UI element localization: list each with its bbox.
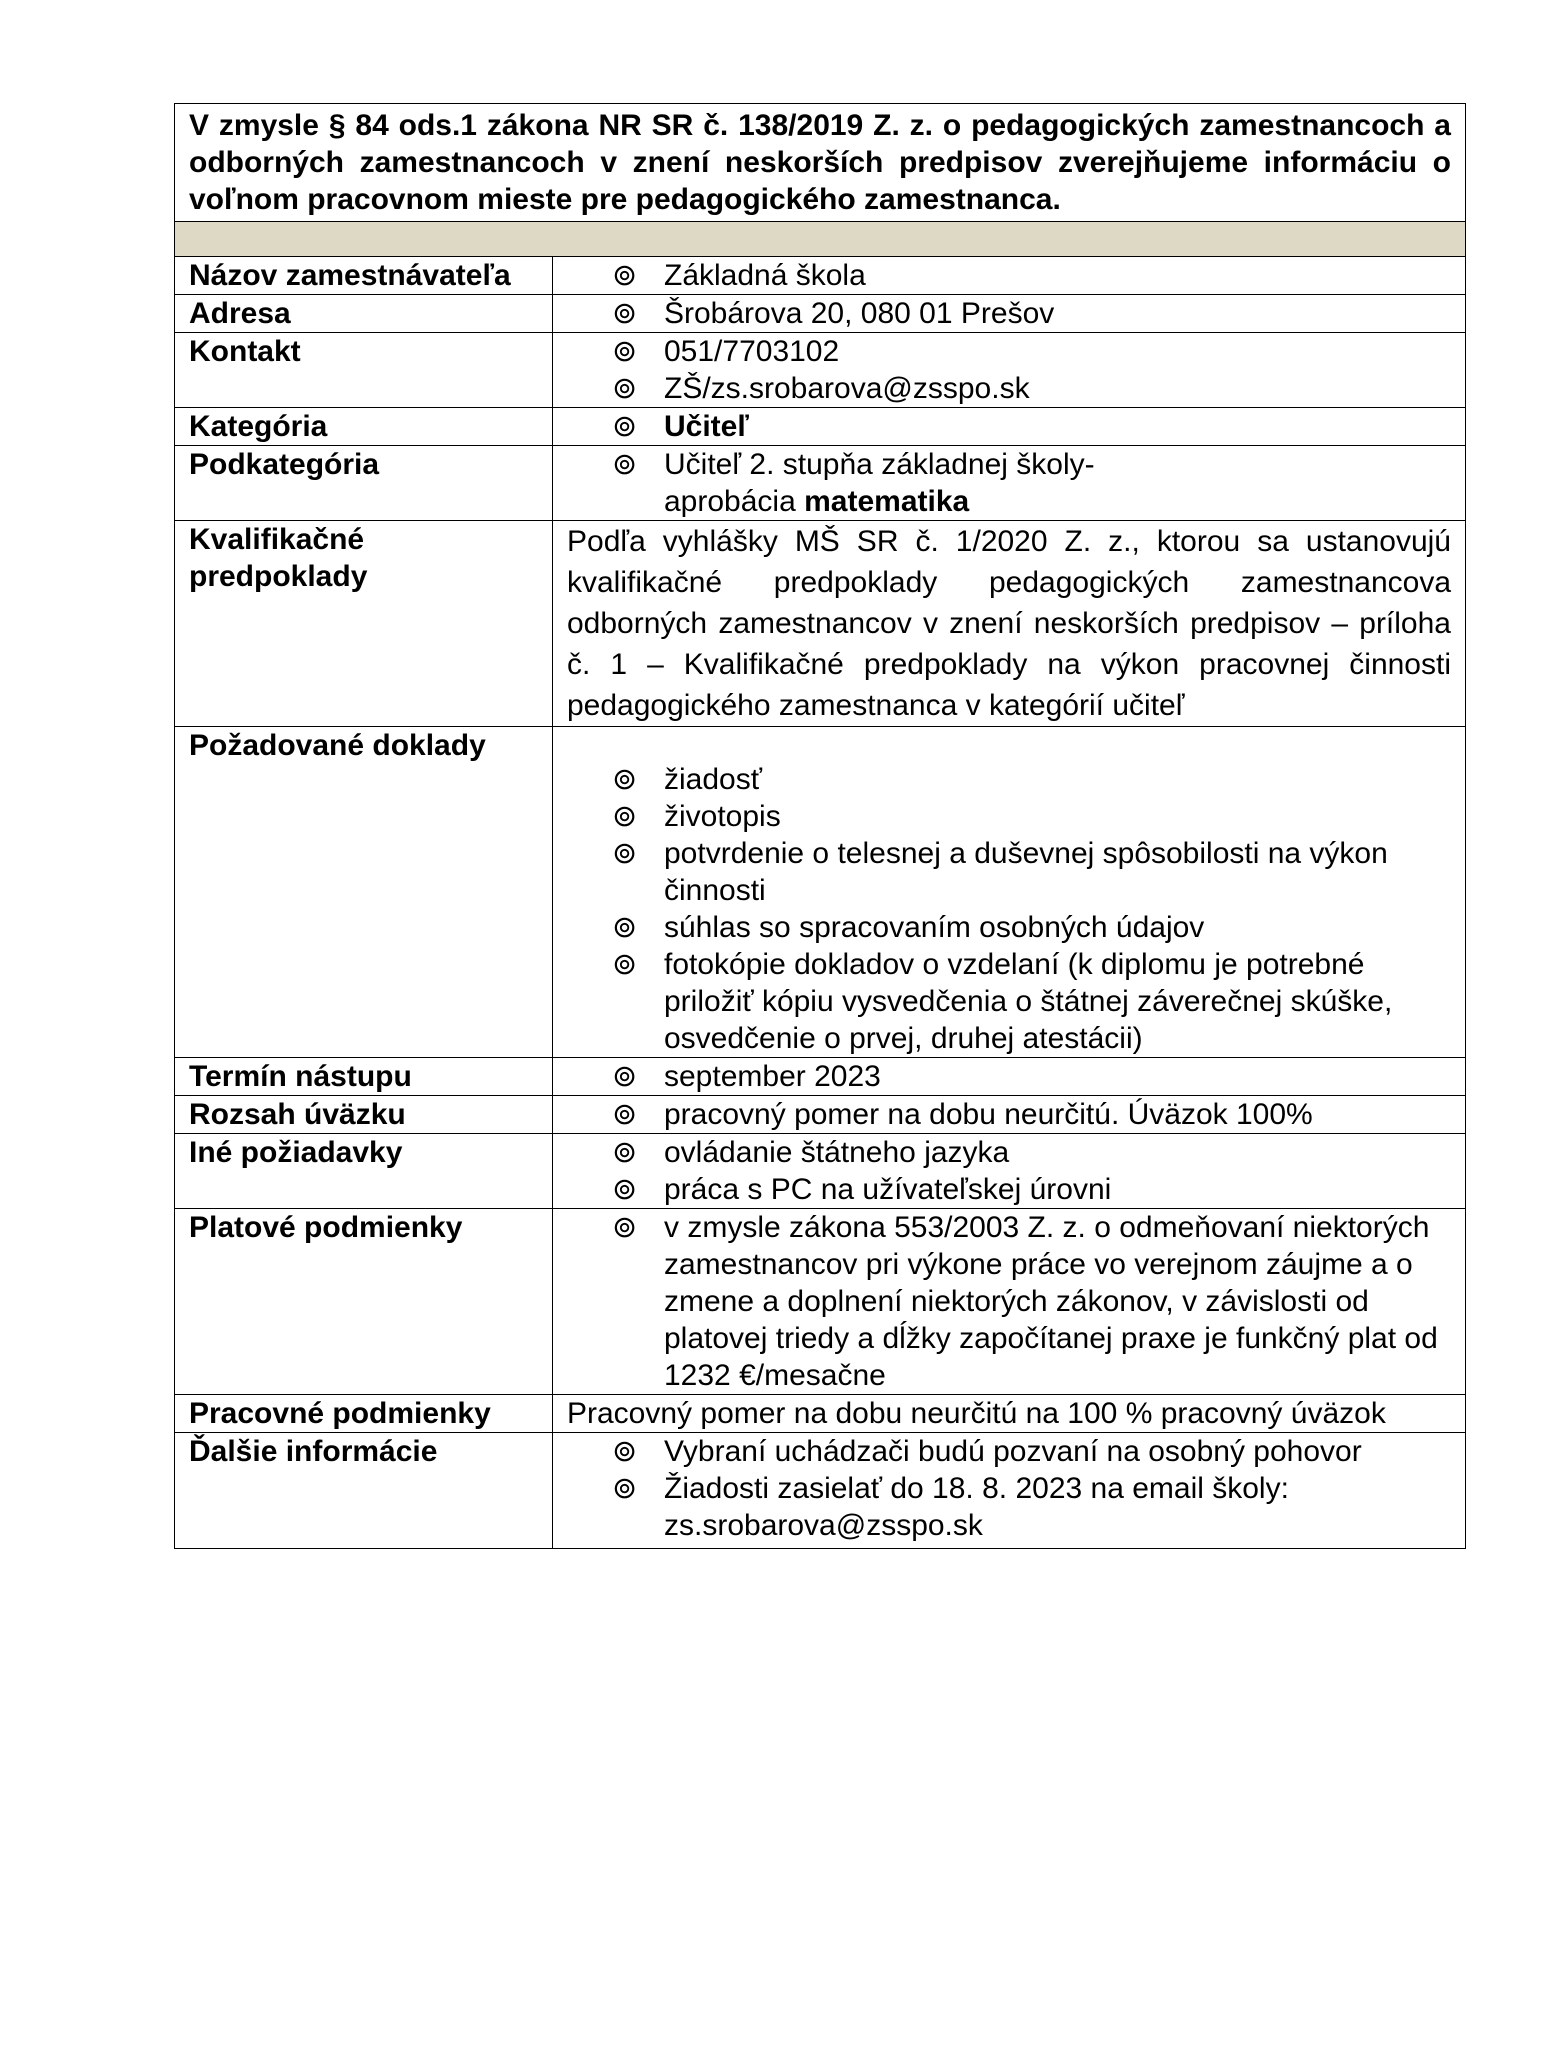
bullet-icon: ⊚ — [612, 911, 638, 944]
subcategory-list — [567, 446, 1451, 520]
category-value: Učiteľ — [664, 410, 749, 443]
contact-label: Kontakt — [175, 333, 553, 408]
bullet-icon: ⊚ — [612, 297, 638, 330]
bullet-icon: ⊚ — [612, 948, 638, 981]
bullet-icon: ⊚ — [612, 1173, 638, 1206]
bullet-icon: ⊚ — [612, 448, 638, 481]
job-posting-table — [174, 103, 1466, 1549]
list-item: ⊚ práca s PC na užívateľskej úrovni — [612, 1173, 1112, 1206]
bullet-icon: ⊚ — [612, 763, 638, 796]
salary-label: Platové podmienky — [175, 1209, 553, 1395]
work-label: Pracovné podmienky — [175, 1395, 553, 1433]
documents-label: Požadované doklady — [175, 727, 553, 1058]
list-item: ⊚ Vybraní uchádzači budú pozvaní na osobný pohovor — [612, 1435, 1362, 1468]
bullet-icon: ⊚ — [612, 1060, 638, 1093]
bullet-icon: ⊚ — [612, 1211, 638, 1244]
list-item: ⊚ v zmysle zákona 553/2003 Z. z. o odmeňovaní niektorých zamestnancov pri výkone práce vo verejnom záujme a o zmene a doplnení niektorých zákonov, v závislosti od platovej triedy a dĺžky započítanej praxe je funkčný plat od 1232 €/mesačne — [612, 1211, 1438, 1392]
salary-list — [567, 1209, 1451, 1394]
bullet-icon: ⊚ — [612, 410, 638, 443]
row-subcategory — [175, 446, 1466, 521]
start-label: Termín nástupu — [175, 1058, 553, 1096]
bullet-icon: ⊚ — [612, 1098, 638, 1131]
row-other — [175, 1134, 1466, 1209]
row-work — [175, 1395, 1466, 1433]
employer-label: Názov zamestnávateľa — [175, 257, 553, 295]
bullet-icon: ⊚ — [612, 800, 638, 833]
contact-phone: 051/7703102 — [664, 335, 840, 368]
other-label: Iné požiadavky — [175, 1134, 553, 1209]
list-item: ⊚ potvrdenie o telesnej a duševnej spôsobilosti na výkon činnosti — [612, 837, 1388, 907]
list-item — [612, 370, 1451, 407]
bullet-icon: ⊚ — [612, 1136, 638, 1169]
subcategory-label: Podkategória — [175, 446, 553, 521]
category-list — [567, 408, 1451, 445]
list-item: ⊚ súhlas so spracovaním osobných údajov — [612, 911, 1205, 944]
list-item: ⊚ životopis — [612, 800, 781, 833]
row-documents — [175, 727, 1466, 1058]
work-text: Pracovný pomer na dobu neurčitú na 100 % pracovný úväzok — [553, 1395, 1466, 1433]
bullet-icon: ⊚ — [612, 372, 638, 405]
list-item: ⊚ Učiteľ 2. stupňa základnej školy- aprobácia matematika — [612, 448, 1095, 518]
category-label: Kategória — [175, 408, 553, 446]
row-scope — [175, 1096, 1466, 1134]
bullet-icon: ⊚ — [612, 1472, 638, 1505]
bullet-icon: ⊚ — [612, 259, 638, 292]
row-info — [175, 1433, 1466, 1549]
other-list — [567, 1134, 1451, 1208]
row-address — [175, 295, 1466, 333]
list-item: ⊚ september 2023 — [612, 1060, 881, 1093]
employer-list — [567, 257, 1451, 294]
address-label: Adresa — [175, 295, 553, 333]
intro-row — [175, 104, 1466, 222]
row-contact — [175, 333, 1466, 408]
info-label: Ďalšie informácie — [175, 1433, 553, 1549]
qualification-text: Podľa vyhlášky MŠ SR č. 1/2020 Z. z., ktorou sa ustanovujú kvalifikačné predpoklady pedagogických zamestnancova odborných zamestnancov v znení neskorších predpisov – príloha č. 1 – Kvalifikačné predpoklady na výkon pracovnej činnosti pedagogického zamestnanca v kategórií učiteľ — [553, 521, 1466, 727]
scope-label: Rozsah úväzku — [175, 1096, 553, 1134]
list-item: ⊚ ovládanie štátneho jazyka — [612, 1136, 1010, 1169]
list-item: ⊚ žiadosť — [612, 763, 762, 796]
row-category — [175, 408, 1466, 446]
row-qualification — [175, 521, 1466, 727]
list-item: ⊚ pracovný pomer na dobu neurčitú. Úväzok 100% — [612, 1098, 1313, 1131]
row-salary — [175, 1209, 1466, 1395]
separator-band — [175, 222, 1466, 257]
qualification-label: Kvalifikačné predpoklady — [175, 521, 553, 727]
bullet-icon: ⊚ — [612, 837, 638, 870]
list-item: ⊚ Žiadosti zasielať do 18. 8. 2023 na email školy: zs.srobarova@zsspo.sk — [612, 1472, 1289, 1542]
row-employer — [175, 257, 1466, 295]
list-item — [612, 333, 1451, 370]
start-list — [567, 1058, 1451, 1095]
address-list — [567, 295, 1451, 332]
list-item: ⊚ Základná škola — [612, 259, 866, 292]
info-list — [567, 1433, 1451, 1544]
contact-email: ZŠ/zs.srobarova@zsspo.sk — [664, 372, 1030, 405]
scope-list — [567, 1096, 1451, 1133]
bullet-icon: ⊚ — [612, 1435, 638, 1468]
list-item: ⊚ Šrobárova 20, 080 01 Prešov — [612, 297, 1055, 330]
subject-value: matematika — [804, 485, 970, 518]
row-start — [175, 1058, 1466, 1096]
list-item — [612, 408, 1451, 445]
intro-text: V zmysle § 84 ods.1 zákona NR SR č. 138/2019 Z. z. o pedagogických zamestnancoch a odborných zamestnancoch v znení neskorších predpisov zverejňujeme informáciu o voľnom pracovnom mieste pre pedagogického zamestnanca. — [175, 104, 1466, 222]
documents-list — [567, 761, 1451, 1057]
bullet-icon: ⊚ — [612, 335, 638, 368]
list-item: ⊚ fotokópie dokladov o vzdelaní (k diplomu je potrebné priložiť kópiu vysvedčenia o štátnej záverečnej skúške, osvedčenie o prvej, druhej atestácii) — [612, 948, 1393, 1055]
contact-list — [567, 333, 1451, 407]
separator-band-row — [175, 222, 1466, 257]
